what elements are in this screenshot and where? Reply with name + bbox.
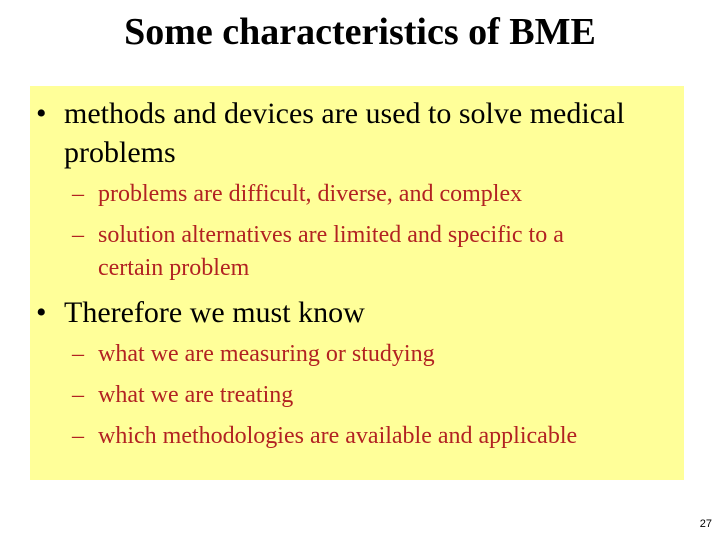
bullet-1-line-1: methods and devices are used to solve medical <box>64 97 625 130</box>
sub-bullet-1-2-line-2: certain problem <box>98 255 250 281</box>
sub-bullet-marker: – <box>72 423 84 449</box>
bullet-marker: • <box>36 97 47 130</box>
bullet-1-line-2: problems <box>64 136 176 169</box>
sub-bullet-marker: – <box>72 341 84 367</box>
sub-bullet-1-1: problems are difficult, diverse, and complex <box>98 181 523 207</box>
sub-bullet-marker: – <box>72 382 84 408</box>
sub-bullet-marker: – <box>72 222 84 248</box>
sub-bullet-2-3: which methodologies are available and applicable <box>98 423 578 449</box>
page-number: 27 <box>699 518 712 530</box>
bullet-marker: • <box>36 296 47 329</box>
bullet-2-line-1: Therefore we must know <box>64 296 365 329</box>
slide-title: Some characteristics of BME <box>124 11 596 53</box>
sub-bullet-2-1: what we are measuring or studying <box>98 341 435 367</box>
sub-bullet-marker: – <box>72 181 84 207</box>
sub-bullet-1-2-line-1: solution alternatives are limited and specific to a <box>98 222 564 248</box>
sub-bullet-2-2: what we are treating <box>98 382 294 408</box>
